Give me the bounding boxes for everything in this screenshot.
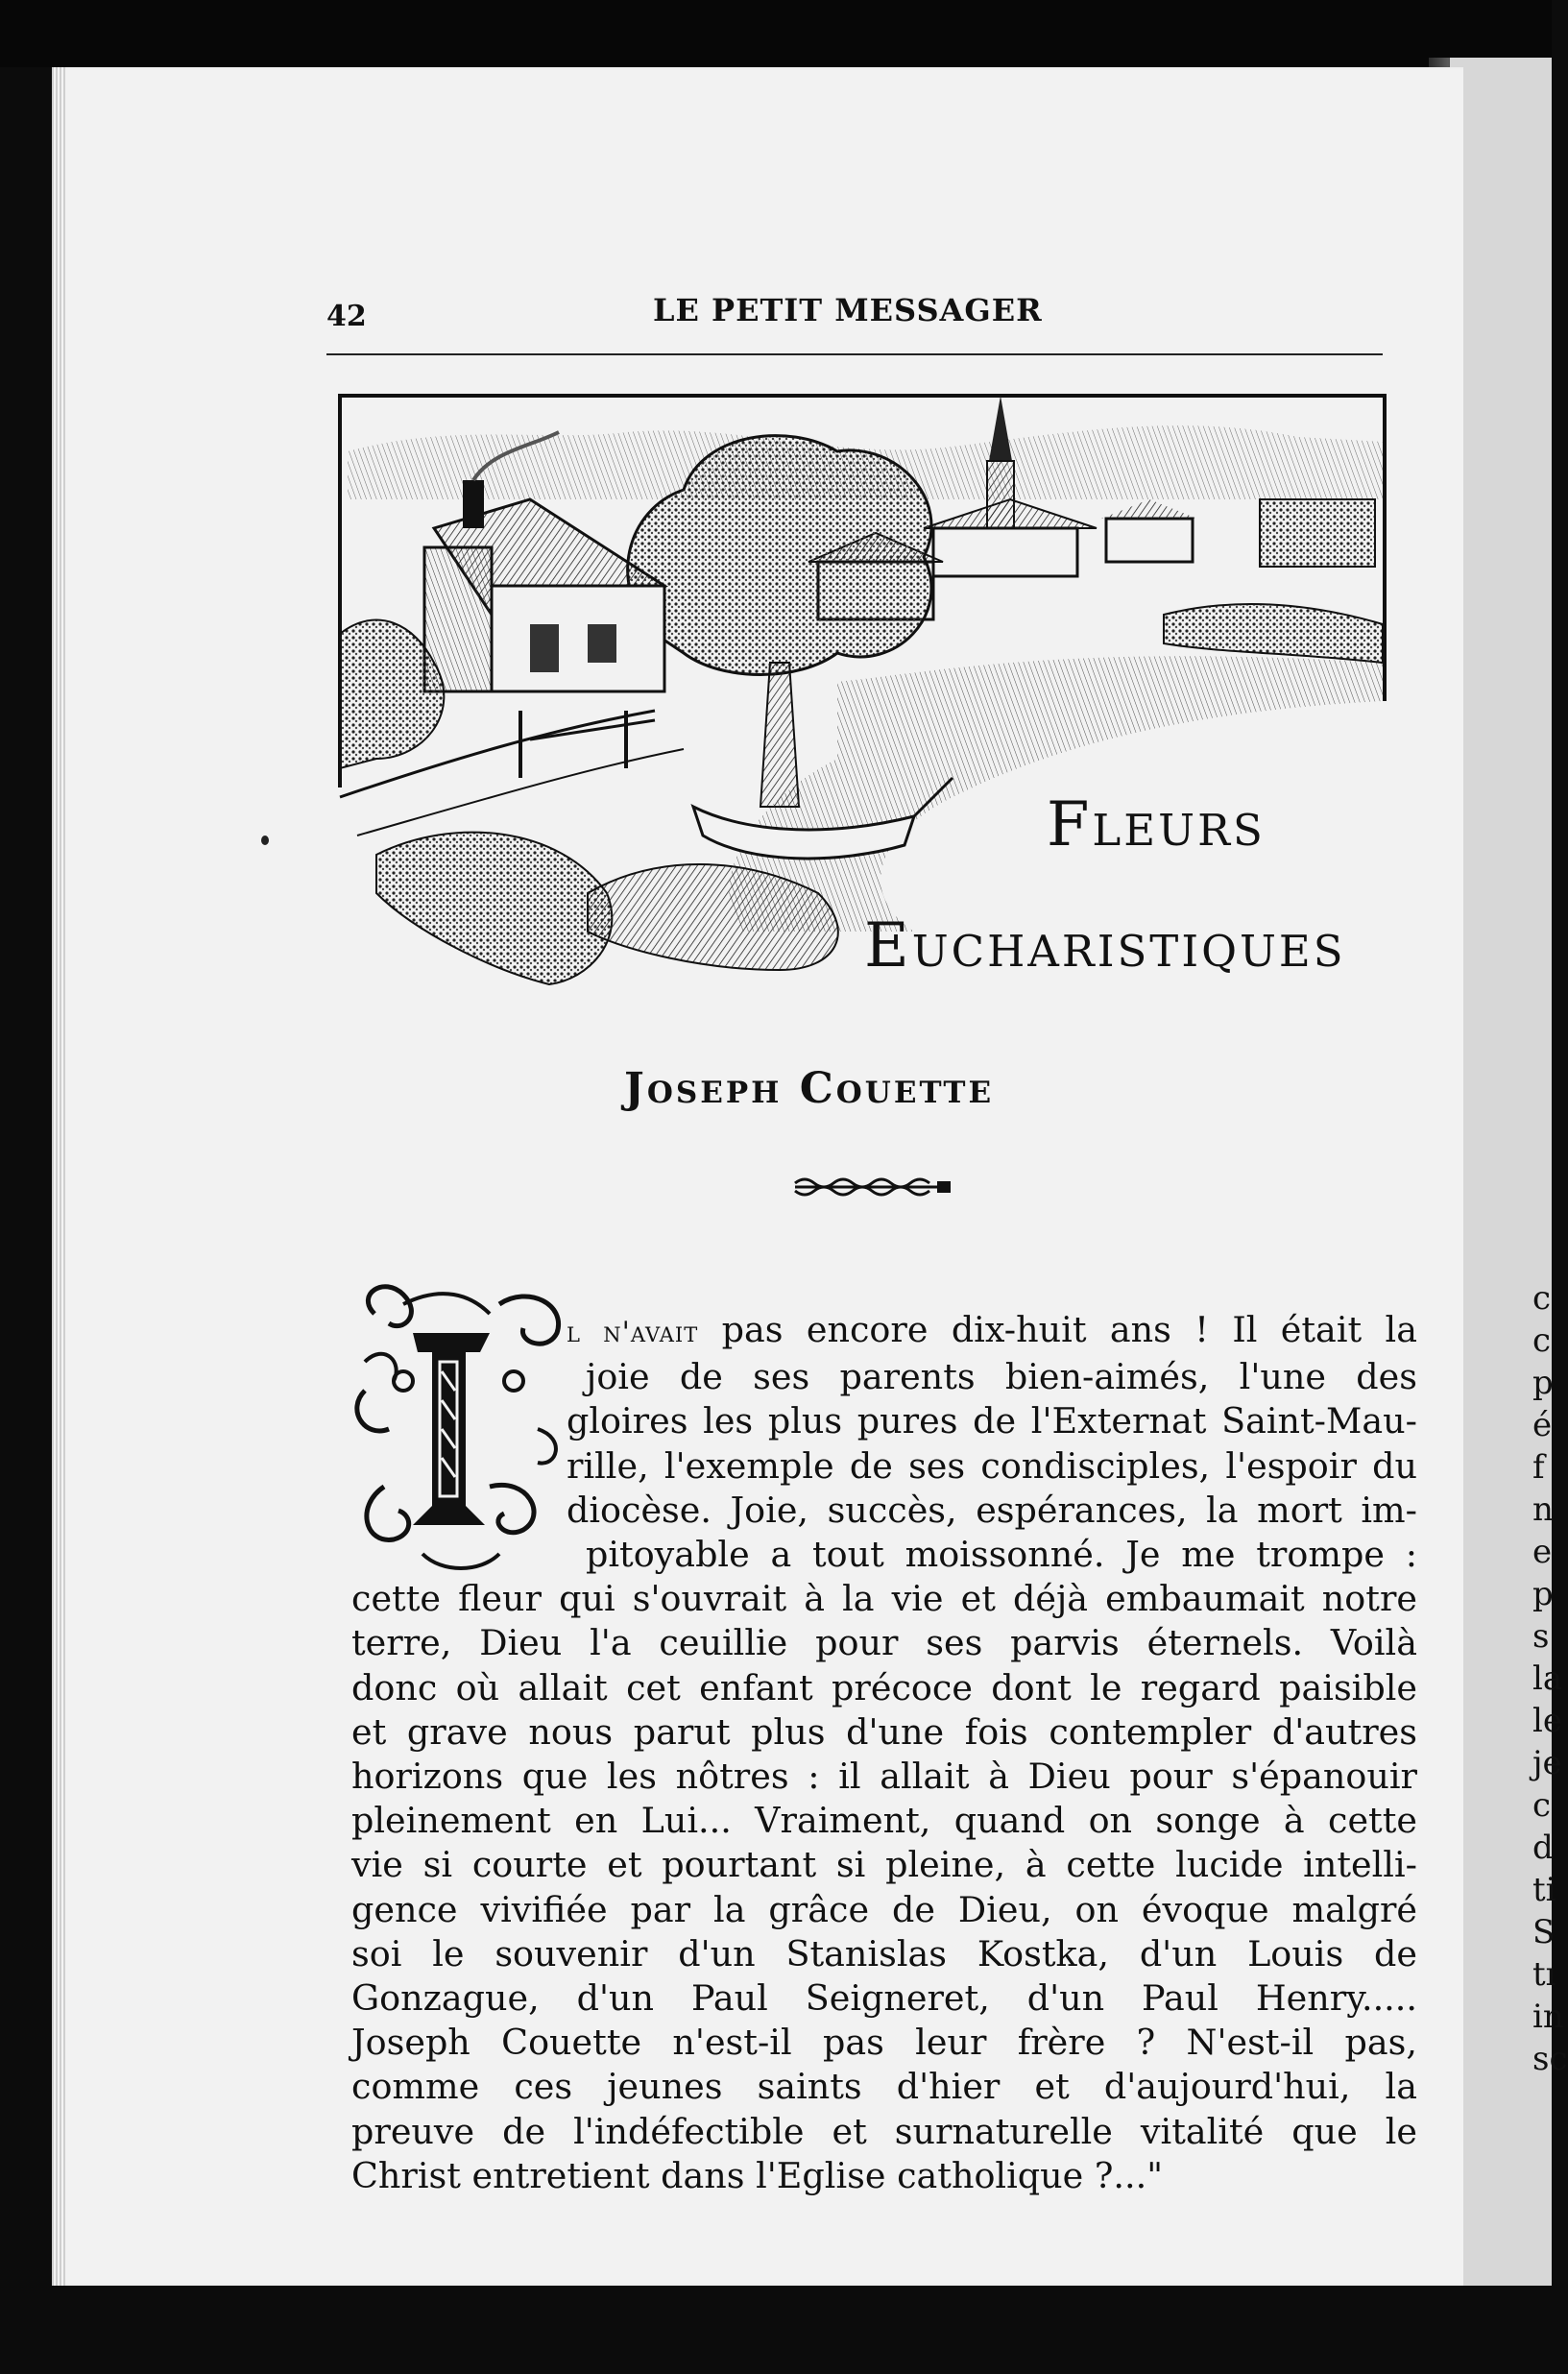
facing-page-text (1532, 1277, 1568, 2190)
facing-fragment: s (1532, 1617, 1550, 1656)
facing-fragment: ti (1532, 1871, 1556, 1909)
facing-fragment: e (1532, 1533, 1553, 1571)
facing-fragment: je (1532, 1744, 1562, 1782)
body-line: et grave nous parut plus d'une fois contempler d'autres (351, 1710, 1417, 1753)
facing-fragment: c (1532, 1321, 1552, 1360)
landscape-engraving (338, 394, 1387, 989)
facing-fragment: p (1532, 1364, 1554, 1402)
facing-fragment: la (1532, 1659, 1563, 1698)
journal-title: LE PETIT MESSAGER (653, 292, 1043, 328)
decorative-rule (793, 1172, 956, 1200)
running-header (326, 286, 1383, 355)
facing-fragment: p (1532, 1575, 1554, 1613)
facing-fragment: in (1532, 1998, 1564, 2036)
facing-fragment: c (1532, 1786, 1552, 1825)
body-line: preuve de l'indéfectible et surnaturelle vitalité que le (351, 2110, 1417, 2152)
body-line (351, 1308, 1417, 1355)
scan-background (0, 0, 1552, 67)
body-line: Joseph Couette n'est-il pas leur frère ? N'est-il pas, (351, 2022, 1417, 2064)
facing-fragment: sc (1532, 2040, 1568, 2078)
body-line: Gonzague, d'un Paul Seigneret, d'un Paul Henry..... (351, 1977, 1417, 2020)
ink-speck (261, 836, 269, 845)
body-line: joie de ses parents bien-aimés, l'une des (586, 1356, 1417, 1398)
facing-fragment: f (1532, 1448, 1545, 1487)
body-line: gence vivifiée par la grâce de Dieu, on évoque malgré (351, 1888, 1417, 1930)
facing-fragment: le (1532, 1702, 1562, 1740)
facing-fragment: d (1532, 1829, 1554, 1867)
body-line: comme ces jeunes saints d'hier et d'aujourd'hui, la (351, 2066, 1417, 2108)
body-line: donc où allait cet enfant précoce dont le regard paisible (351, 1666, 1417, 1708)
body-line: cette fleur qui s'ouvrait à la vie et déjà embaumait notre (351, 1578, 1417, 1620)
body-line: vie si courte et pourtant si pleine, à cette lucide intelli- (351, 1844, 1417, 1886)
facing-fragment: é (1532, 1406, 1553, 1444)
article-body (351, 1308, 1417, 2198)
body-line: pitoyable a tout moissonné. Je me trompe : (586, 1534, 1417, 1576)
body-line: terre, Dieu l'a ceuillie pour ses parvis éternels. Voilà (351, 1622, 1417, 1664)
body-line: gloires les plus pures de l'Externat Saint-Mau- (567, 1400, 1417, 1442)
facing-fragment: c (1532, 1279, 1552, 1318)
page-number: 42 (326, 300, 367, 333)
page-stack-edge (52, 67, 65, 2286)
facing-fragment: n (1532, 1490, 1554, 1529)
body-line: diocèse. Joie, succès, espérances, la mort im- (567, 1489, 1417, 1531)
article-title-line1: Fleurs (1047, 789, 1266, 860)
facing-fragment: tı (1532, 1955, 1556, 1994)
body-line-text: pas encore dix-huit ans ! Il était la (721, 1309, 1417, 1350)
body-line: soi le souvenir d'un Stanislas Kostka, d'un Louis de (351, 1932, 1417, 1974)
opening-small-caps: l n'avait (567, 1316, 699, 1349)
article-subtitle: Joseph Couette (624, 1064, 995, 1113)
body-line: horizons que les nôtres : il allait à Dieu pour s'épanouir (351, 1756, 1417, 1798)
body-line: pleinement en Lui... Vraiment, quand on songe à cette (351, 1800, 1417, 1842)
facing-fragment: S (1532, 1913, 1556, 1951)
body-line: rille, l'exemple de ses condisciples, l'espoir du (567, 1444, 1417, 1487)
article-title-line2: Eucharistiques (864, 910, 1346, 981)
body-line: Christ entretient dans l'Eglise catholique ?..." (351, 2154, 1164, 2196)
